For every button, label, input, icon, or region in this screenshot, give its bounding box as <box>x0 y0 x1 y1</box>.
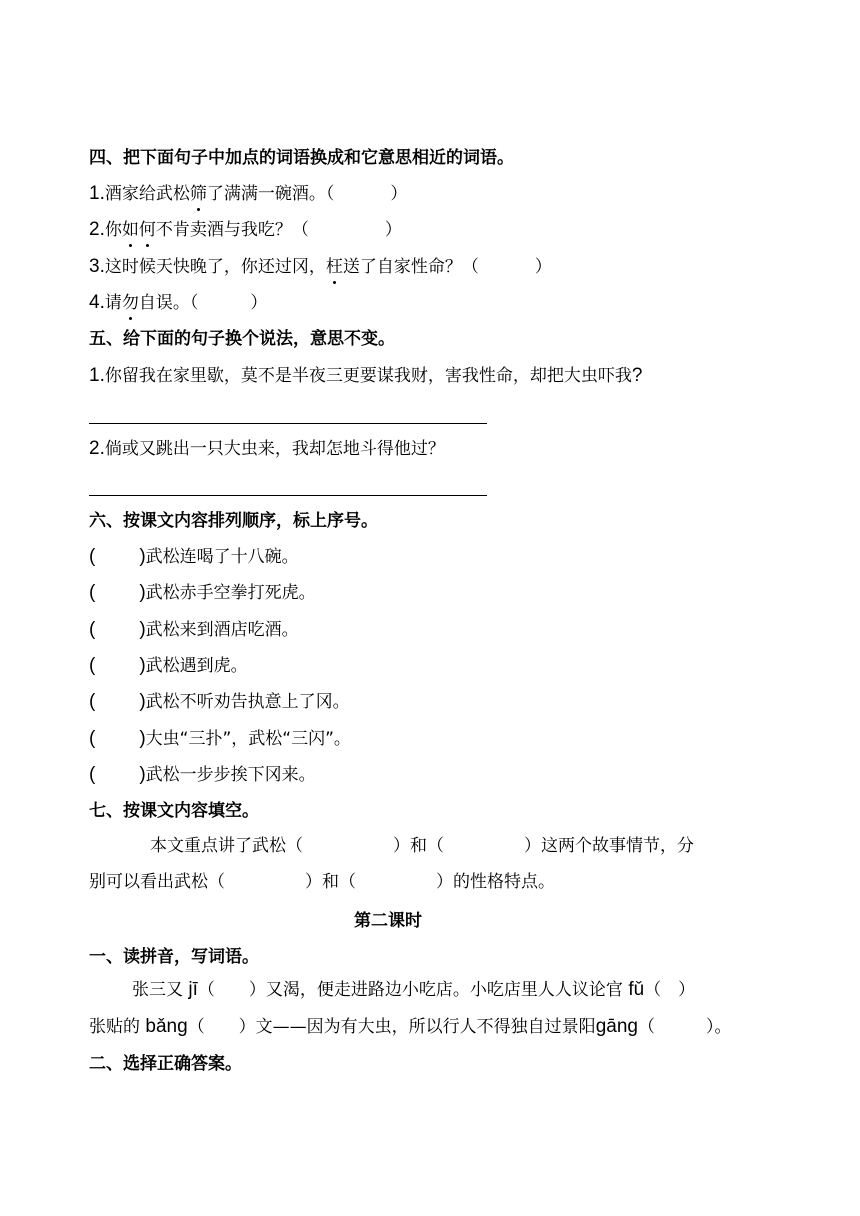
order-item <box>89 618 299 642</box>
text: 大虫“三扑”，武松“三闪”。 <box>145 729 351 749</box>
text: 武松来到酒店吃酒。 <box>145 620 299 640</box>
text: ( <box>89 655 96 676</box>
dotted-char: 勿 <box>121 293 139 313</box>
item-number: 1. <box>89 365 105 386</box>
text: 武松连喝了十八碗。 <box>145 547 299 567</box>
s7-line-1 <box>150 834 694 858</box>
text: 你 <box>104 220 122 240</box>
text: 了满满一碗酒。（ <box>206 184 335 204</box>
item-number: 2. <box>89 438 105 459</box>
text: 你留我在家里歇，莫不是半夜三更要谋我财，害我性命，却把大虫吓我 <box>104 366 632 386</box>
text: ) <box>139 655 146 676</box>
text: 本文重点讲了武松（ <box>150 836 303 856</box>
text: 武松不听劝告执意上了冈。 <box>145 692 350 712</box>
text: 武松一步步挨下冈来。 <box>145 765 316 785</box>
lesson-2-heading: 第二课时 <box>354 911 422 931</box>
item-number: 3. <box>89 256 105 277</box>
text: 别可以看出武松（ <box>89 872 225 892</box>
text: ( <box>89 691 96 712</box>
part-1-title: 一、读拼音，写词语。 <box>89 947 259 967</box>
s4-item-1 <box>89 182 407 206</box>
pinyin-line-2 <box>89 1015 731 1039</box>
text: ） <box>390 184 408 204</box>
pinyin: fǔ <box>628 979 645 1000</box>
text: ） <box>534 257 552 277</box>
text: ） <box>384 220 402 240</box>
dotted-char: 筛 <box>189 184 207 204</box>
section-7-title: 七、按课文内容填空。 <box>89 801 259 821</box>
text: ）和（ <box>305 872 356 892</box>
text: 张贴的 <box>89 1017 146 1037</box>
section-5-title: 五、给下面的句子换个说法，意思不变。 <box>89 329 395 349</box>
order-item <box>89 690 350 714</box>
text: 送了自家性命？（ <box>342 257 479 277</box>
s4-item-3 <box>89 255 552 279</box>
text: ( <box>89 546 96 567</box>
text: 这时候天快晚了，你还过冈， <box>104 257 326 277</box>
text: 张三又 <box>132 980 189 1000</box>
item-number: 1. <box>89 183 105 204</box>
dotted-char: 何 <box>138 220 156 240</box>
text: ） <box>250 293 268 313</box>
text: ）和（ <box>393 836 444 856</box>
dotted-char: 枉 <box>325 257 343 277</box>
text: 自误。（ <box>138 293 199 313</box>
item-number: 4. <box>89 292 105 313</box>
text: ? <box>631 365 643 386</box>
text: ) <box>139 582 146 603</box>
text: （ ）文——因为有大虫，所以行人不得独自过景阳 <box>187 1017 596 1037</box>
text: 武松遇到虎。 <box>145 656 248 676</box>
text: ( <box>89 582 96 603</box>
text: 请 <box>104 293 122 313</box>
text: ）的性格特点。 <box>436 872 555 892</box>
text: ) <box>139 546 146 567</box>
text: （ ） <box>644 980 696 1000</box>
text: （ ）又渴，便走进路边小吃店。小吃店里人人议论官 <box>197 980 629 1000</box>
text: 酒家给武松 <box>104 184 190 204</box>
s7-line-2 <box>89 870 555 894</box>
pinyin: jī <box>188 979 198 1000</box>
text: ) <box>139 619 146 640</box>
answer-line[interactable] <box>89 423 487 424</box>
pinyin-line-1 <box>132 978 695 1002</box>
dotted-char: 如 <box>121 220 139 240</box>
order-item <box>89 581 316 605</box>
s5-item-1 <box>89 364 642 388</box>
order-item <box>89 545 299 569</box>
order-item <box>89 727 351 751</box>
section-6-title: 六、按课文内容排列顺序，标上序号。 <box>89 511 378 531</box>
text: ) <box>139 764 146 785</box>
text: ) <box>139 728 146 749</box>
text: ( <box>89 728 96 749</box>
text: 倘或又跳出一只大虫来，我却怎地斗得他过？ <box>104 439 445 459</box>
order-item <box>89 763 316 787</box>
text: ( <box>89 619 96 640</box>
part-2-title: 二、选择正确答案。 <box>89 1054 242 1074</box>
pinyin: gāng <box>595 1016 638 1037</box>
text: ( <box>89 764 96 785</box>
pinyin: bǎng <box>145 1016 188 1037</box>
text: 不肯卖酒与我吃？（ <box>155 220 309 240</box>
s5-item-2 <box>89 437 445 461</box>
text: ）这两个故事情节，分 <box>524 836 694 856</box>
answer-line[interactable] <box>89 495 487 496</box>
s4-item-2 <box>89 218 402 242</box>
text: 武松赤手空拳打死虎。 <box>145 583 316 603</box>
section-4-title: 四、把下面句子中加点的词语换成和它意思相近的词语。 <box>89 148 514 168</box>
s4-item-4 <box>89 291 267 315</box>
item-number: 2. <box>89 219 105 240</box>
order-item <box>89 654 248 678</box>
text: ) <box>139 691 146 712</box>
text: （ ）。 <box>637 1017 732 1037</box>
